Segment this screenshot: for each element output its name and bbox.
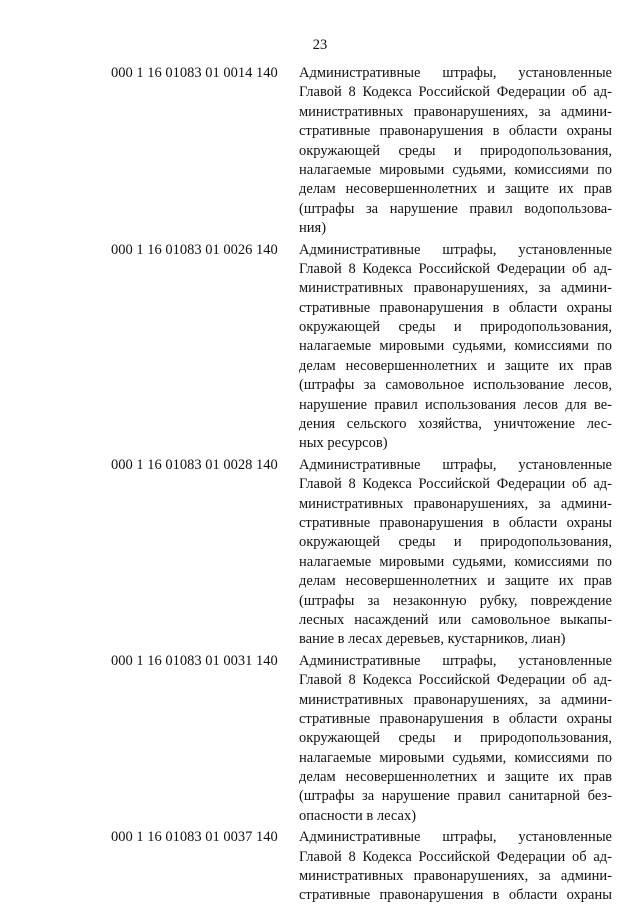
- description-line: министративных правонарушениях, за админи-: [299, 691, 612, 708]
- description-line: опасности в лесах): [299, 807, 417, 824]
- description-line: стративные правонарушения в области охраны: [299, 514, 612, 531]
- description-line: стративные правонарушения в области охраны: [299, 710, 612, 727]
- description-line: министративных правонарушениях, за админи-: [299, 103, 612, 120]
- description-line: Административные штрафы, установленные: [299, 652, 612, 669]
- description-line: Главой 8 Кодекса Российской Федерации об ад-: [299, 260, 612, 277]
- description-line: окружающей среды и природопользования,: [299, 534, 612, 551]
- description-line: Главой 8 Кодекса Российской Федерации об ад-: [299, 476, 612, 493]
- description-line: Административные штрафы, установленные: [299, 456, 612, 473]
- description-line: лесных насаждений или самовольное выкапы-: [299, 611, 612, 628]
- description-line: стративные правонарушения в области охраны: [299, 299, 612, 316]
- classification-code: 000 1 16 01083 01 0026 140: [111, 241, 278, 258]
- description-line: (штрафы за самовольное использование лесов,: [299, 377, 612, 394]
- description-line: (штрафы за нарушение правил санитарной без-: [299, 788, 612, 805]
- description-line: делам несовершеннолетних и защите их прав: [299, 181, 612, 198]
- classification-code: 000 1 16 01083 01 0037 140: [111, 829, 278, 846]
- description-line: ных ресурсов): [299, 435, 388, 452]
- description-line: делам несовершеннолетних и защите их прав: [299, 573, 612, 590]
- description-line: Административные штрафы, установленные: [299, 829, 612, 846]
- description-line: министративных правонарушениях, за админи-: [299, 868, 612, 885]
- table-row: [0, 456, 640, 650]
- entry-description: [299, 828, 612, 906]
- entry-description: [299, 652, 612, 827]
- description-line: налагаемые мировыми судьями, комиссиями по: [299, 553, 612, 570]
- description-line: нарушение правил использования лесов для ве-: [299, 396, 612, 413]
- description-line: Главой 8 Кодекса Российской Федерации об ад-: [299, 672, 612, 689]
- page-number: 23: [312, 37, 328, 53]
- description-line: стративные правонарушения в области охраны: [299, 887, 612, 904]
- description-line: окружающей среды и природопользования,: [299, 730, 612, 747]
- description-line: Главой 8 Кодекса Российской Федерации об ад-: [299, 84, 612, 101]
- description-line: делам несовершеннолетних и защите их прав: [299, 357, 612, 374]
- description-line: Административные штрафы, установленные: [299, 241, 612, 258]
- description-line: окружающей среды и природопользования,: [299, 142, 612, 159]
- classification-code: 000 1 16 01083 01 0028 140: [111, 456, 278, 473]
- entry-description: [299, 241, 612, 454]
- classification-code: 000 1 16 01083 01 0031 140: [111, 652, 278, 669]
- description-line: (штрафы за незаконную рубку, повреждение: [299, 592, 612, 609]
- entries-table: [0, 64, 640, 908]
- description-line: стративные правонарушения в области охраны: [299, 123, 612, 140]
- description-line: министративных правонарушениях, за админи-: [299, 280, 612, 297]
- description-line: налагаемые мировыми судьями, комиссиями по: [299, 161, 612, 178]
- description-line: налагаемые мировыми судьями, комиссиями по: [299, 338, 612, 355]
- description-line: вание в лесах деревьев, кустарников, лиан): [299, 631, 566, 648]
- entry-description: [299, 64, 612, 239]
- classification-code: 000 1 16 01083 01 0014 140: [111, 65, 278, 81]
- entry-description: [299, 456, 612, 650]
- table-row: [0, 828, 640, 906]
- description-line: Главой 8 Кодекса Российской Федерации об ад-: [299, 848, 612, 865]
- table-row: [0, 652, 640, 827]
- table-row: [0, 241, 640, 454]
- description-line: министративных правонарушениях, за админи-: [299, 495, 612, 512]
- description-line: (штрафы за нарушение правил водопользова-: [299, 200, 612, 217]
- description-line: делам несовершеннолетних и защите их прав: [299, 769, 612, 786]
- description-line: дения сельского хозяйства, уничтожение лес-: [299, 416, 612, 433]
- description-line: окружающей среды и природопользования,: [299, 319, 612, 336]
- description-line: Административные штрафы, установленные: [299, 65, 612, 81]
- description-line: ния): [299, 220, 327, 237]
- description-line: налагаемые мировыми судьями, комиссиями по: [299, 749, 612, 766]
- table-row: [0, 64, 640, 239]
